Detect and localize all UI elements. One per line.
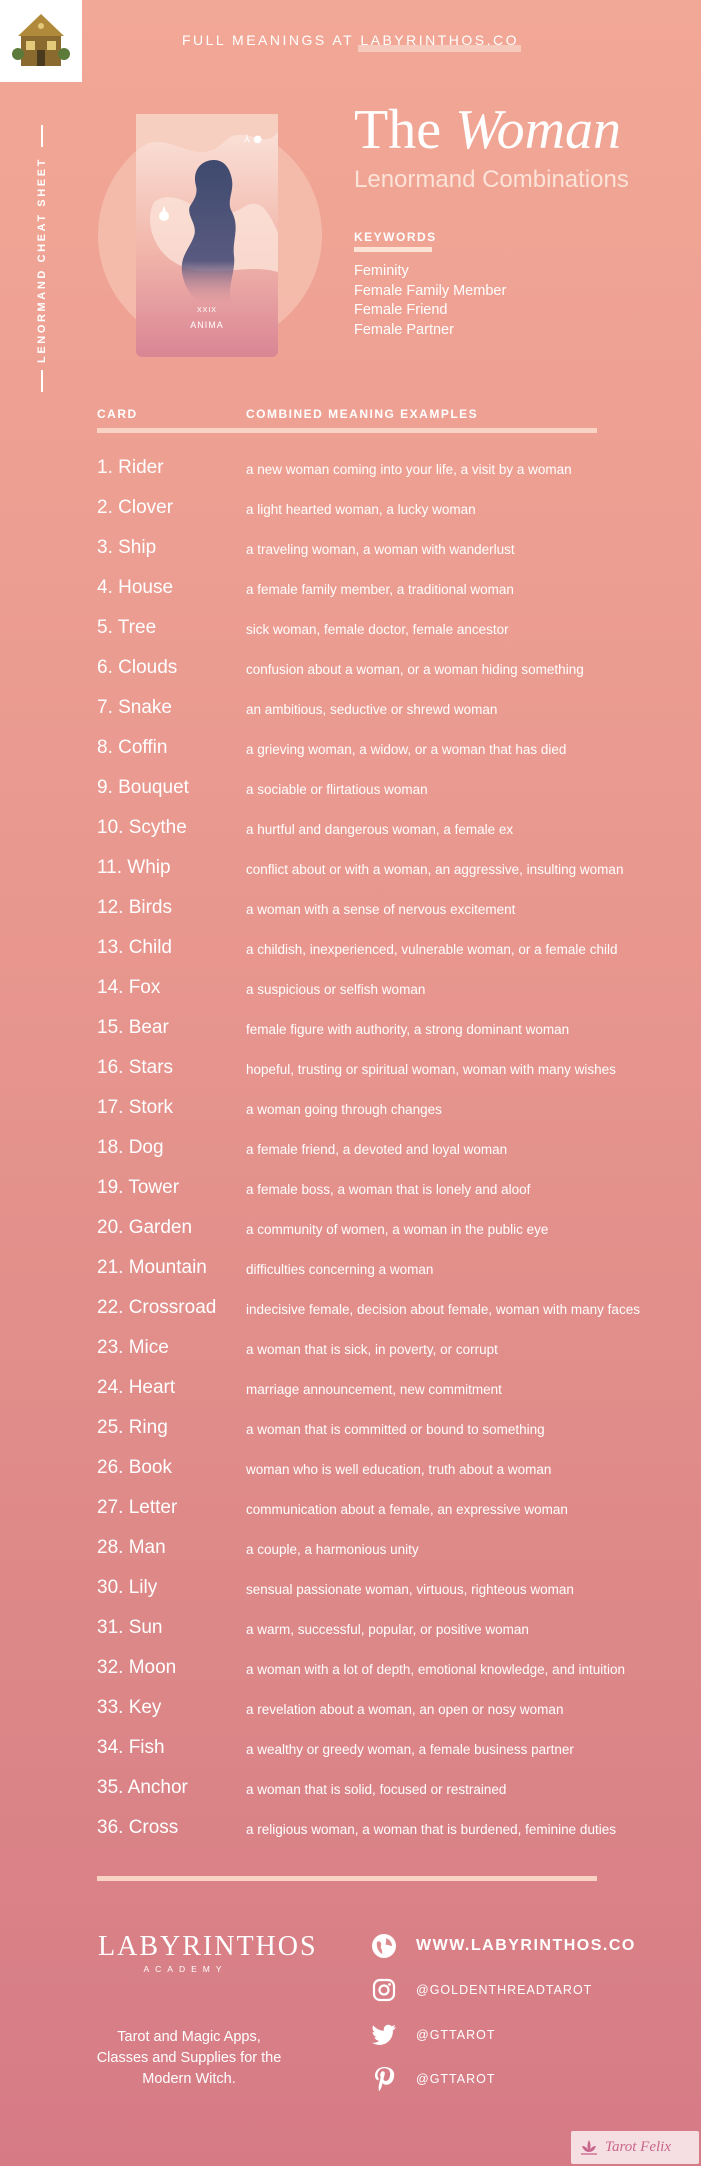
- row-meaning: a suspicious or selfish woman: [246, 982, 426, 997]
- table-row: [97, 1533, 687, 1573]
- row-card-name: 16. Stars: [97, 1057, 174, 1078]
- twitter-icon: [370, 2021, 398, 2049]
- keyword-item: Female Family Member: [354, 282, 507, 299]
- row-meaning: conflict about or with a woman, an aggressive, insulting woman: [246, 862, 624, 877]
- side-divider-top: [41, 125, 43, 147]
- row-meaning: a new woman coming into your life, a visit by a woman: [246, 462, 572, 477]
- full-meanings-link[interactable]: [0, 32, 701, 48]
- row-meaning: a woman that is sick, in poverty, or corrupt: [246, 1342, 498, 1357]
- row-card-name: 32. Moon: [97, 1657, 177, 1678]
- instagram-link[interactable]: [370, 1974, 670, 2006]
- row-card-name: 31. Sun: [97, 1617, 163, 1638]
- row-card-name: 5. Tree: [97, 617, 157, 638]
- table-row: [97, 1653, 687, 1693]
- signature-text: Tarot Felix: [605, 2139, 671, 2155]
- tagline-line: Modern Witch.: [142, 2071, 236, 2087]
- row-meaning: a female friend, a devoted and loyal woman: [246, 1142, 508, 1157]
- table-row: [97, 1333, 687, 1373]
- table-row: [97, 1573, 687, 1613]
- table-row: [97, 533, 687, 573]
- row-meaning: marriage announcement, new commitment: [246, 1382, 502, 1397]
- row-card-name: 20. Garden: [97, 1217, 193, 1238]
- row-meaning: a woman going through changes: [246, 1102, 442, 1117]
- table-row: [97, 493, 687, 533]
- table-row: [97, 453, 687, 493]
- row-card-name: 9. Bouquet: [97, 777, 189, 798]
- row-card-name: 4. House: [97, 577, 174, 598]
- row-meaning: a female family member, a traditional woman: [246, 582, 514, 597]
- row-card-name: 24. Heart: [97, 1377, 176, 1398]
- title-block: [354, 100, 629, 340]
- table-row: [97, 1293, 687, 1333]
- keyword-item: Female Partner: [354, 321, 454, 338]
- table-row: [97, 1013, 687, 1053]
- tagline-line: Classes and Supplies for the: [96, 2050, 282, 2066]
- table-row: [97, 1093, 687, 1133]
- keyword-item: Feminity: [354, 263, 409, 279]
- table-row: [97, 773, 687, 813]
- row-meaning: a woman that is solid, focused or restrained: [246, 1782, 507, 1797]
- row-card-name: 7. Snake: [97, 697, 172, 718]
- tarot-felix-signature: [571, 2131, 699, 2164]
- page-subtitle: Lenormand Combinations: [354, 166, 629, 193]
- row-card-name: 11. Whip: [97, 857, 171, 878]
- table-top-rule: [97, 428, 597, 433]
- table-row: [97, 853, 687, 893]
- row-card-name: 35. Anchor: [97, 1777, 188, 1798]
- row-card-name: 10. Scythe: [97, 817, 187, 838]
- link-prefix: FULL MEANINGS AT: [181, 32, 354, 48]
- row-meaning: a woman with a lot of depth, emotional knowledge, and intuition: [246, 1662, 625, 1677]
- row-meaning: a grieving woman, a widow, or a woman that has died: [246, 742, 567, 757]
- row-meaning: a sociable or flirtatious woman: [246, 782, 428, 797]
- card-illustration: [94, 112, 326, 362]
- row-meaning: sick woman, female doctor, female ancestor: [246, 622, 509, 637]
- row-card-name: 25. Ring: [97, 1417, 168, 1438]
- row-card-name: 14. Fox: [97, 977, 161, 998]
- table-row: [97, 653, 687, 693]
- row-card-name: 26. Book: [97, 1457, 172, 1478]
- tagline-line: Tarot and Magic Apps,: [117, 2029, 261, 2045]
- card-numeral: XXIX: [197, 307, 217, 314]
- website-link[interactable]: [370, 1930, 670, 1962]
- page-title: [354, 100, 629, 160]
- table-row: [97, 1453, 687, 1493]
- row-card-name: 6. Clouds: [97, 657, 178, 678]
- title-the: The: [354, 99, 442, 161]
- row-card-name: 3. Ship: [97, 537, 157, 558]
- side-label: [31, 155, 53, 365]
- row-card-name: 13. Child: [97, 937, 172, 958]
- row-card-name: 17. Stork: [97, 1097, 174, 1118]
- pinterest-icon: [370, 2065, 398, 2093]
- tagline: [84, 2027, 294, 2090]
- row-meaning: a hurtful and dangerous woman, a female ex: [246, 822, 514, 837]
- keyword-item: Female Friend: [354, 302, 448, 318]
- table-row: [97, 1693, 687, 1733]
- twitter-text: @GTTAROT: [416, 2028, 496, 2042]
- lotus-icon: [579, 2138, 599, 2158]
- row-card-name: 19. Tower: [97, 1177, 180, 1198]
- table-row: [97, 1413, 687, 1453]
- table-row: [97, 693, 687, 733]
- table-row: [97, 573, 687, 613]
- row-card-name: 18. Dog: [97, 1137, 164, 1158]
- table-row: [97, 1133, 687, 1173]
- row-card-name: 27. Letter: [97, 1497, 178, 1518]
- instagram-text: @GOLDENTHREADTAROT: [416, 1983, 593, 1997]
- row-card-name: 2. Clover: [97, 497, 174, 518]
- table-row: [97, 1613, 687, 1653]
- row-meaning: communication about a female, an expressive woman: [246, 1502, 568, 1517]
- instagram-icon: [370, 1976, 398, 2004]
- table-row: [97, 933, 687, 973]
- row-card-name: 8. Coffin: [97, 737, 168, 758]
- website-text: WWW.LABYRINTHOS.CO: [416, 1937, 636, 1954]
- brand-name: LABYRINTHOS: [98, 1931, 318, 1962]
- row-card-name: 12. Birds: [97, 897, 172, 918]
- row-card-name: 21. Mountain: [97, 1257, 207, 1278]
- row-card-name: 28. Man: [97, 1537, 166, 1558]
- table-row: [97, 1813, 687, 1853]
- title-name: Woman: [455, 99, 622, 161]
- row-meaning: a light hearted woman, a lucky woman: [246, 502, 476, 517]
- table-row: [97, 973, 687, 1013]
- card-name: ANIMA: [190, 320, 224, 330]
- table-row: [97, 1053, 687, 1093]
- row-meaning: a religious woman, a woman that is burdened, feminine duties: [246, 1822, 616, 1837]
- row-card-name: 1. Rider: [97, 457, 164, 478]
- link-domain[interactable]: LABYRINTHOS.CO: [360, 32, 520, 48]
- row-meaning: a woman that is committed or bound to something: [246, 1422, 545, 1437]
- row-meaning: a couple, a harmonious unity: [246, 1542, 419, 1557]
- side-label-text: LENORMAND CHEAT SHEET: [36, 157, 49, 363]
- row-meaning: a woman with a sense of nervous excitement: [246, 902, 516, 917]
- row-card-name: 33. Key: [97, 1697, 162, 1718]
- table-row: [97, 1733, 687, 1773]
- table-bottom-rule: [97, 1876, 597, 1881]
- pinterest-link[interactable]: [370, 2063, 670, 2095]
- row-meaning: a community of women, a woman in the public eye: [246, 1222, 549, 1237]
- row-card-name: 23. Mice: [97, 1337, 169, 1358]
- row-meaning: difficulties concerning a woman: [246, 1262, 434, 1277]
- row-card-name: 22. Crossroad: [97, 1297, 217, 1318]
- table-row: [97, 1373, 687, 1413]
- table-row: [97, 1173, 687, 1213]
- row-meaning: a female boss, a woman that is lonely and aloof: [246, 1182, 531, 1197]
- pinterest-text: @GTTAROT: [416, 2072, 496, 2086]
- table-row: [97, 733, 687, 773]
- row-card-name: 36. Cross: [97, 1817, 179, 1838]
- row-card-name: 30. Lily: [97, 1577, 158, 1598]
- globe-icon: [370, 1932, 398, 1960]
- row-meaning: a warm, successful, popular, or positive woman: [246, 1622, 529, 1637]
- table-row: [97, 1253, 687, 1293]
- twitter-link[interactable]: [370, 2019, 670, 2051]
- svg-text:⅄ ●: ⅄ ●: [244, 134, 263, 145]
- column-meaning-heading: COMBINED MEANING EXAMPLES: [246, 407, 479, 421]
- row-meaning: a traveling woman, a woman with wanderlust: [246, 542, 515, 557]
- column-card-heading: CARD: [97, 407, 138, 421]
- row-meaning: woman who is well education, truth about a woman: [246, 1462, 552, 1477]
- table-row: [97, 813, 687, 853]
- keywords-heading: KEYWORDS: [354, 230, 437, 252]
- combinations-table: [97, 453, 687, 1853]
- table-row: [97, 1773, 687, 1813]
- row-card-name: 34. Fish: [97, 1737, 165, 1758]
- footer-brand[interactable]: [98, 1931, 318, 1974]
- keywords-list: [354, 262, 629, 340]
- row-card-name: 15. Bear: [97, 1017, 169, 1038]
- row-meaning: female figure with authority, a strong dominant woman: [246, 1022, 570, 1037]
- side-divider-bottom: [41, 370, 43, 392]
- table-row: [97, 613, 687, 653]
- brand-sub: ACADEMY: [143, 1964, 228, 1974]
- row-meaning: an ambitious, seductive or shrewd woman: [246, 702, 498, 717]
- row-meaning: sensual passionate woman, virtuous, righteous woman: [246, 1582, 574, 1597]
- row-meaning: a childish, inexperienced, vulnerable woman, or a female child: [246, 942, 618, 957]
- row-meaning: hopeful, trusting or spiritual woman, woman with many wishes: [246, 1062, 616, 1077]
- table-row: [97, 1493, 687, 1533]
- table-row: [97, 1213, 687, 1253]
- row-meaning: indecisive female, decision about female, woman with many faces: [246, 1302, 640, 1317]
- row-meaning: confusion about a woman, or a woman hiding something: [246, 662, 584, 677]
- table-row: [97, 893, 687, 933]
- row-meaning: a revelation about a woman, an open or nosy woman: [246, 1702, 564, 1717]
- row-meaning: a wealthy or greedy woman, a female business partner: [246, 1742, 574, 1757]
